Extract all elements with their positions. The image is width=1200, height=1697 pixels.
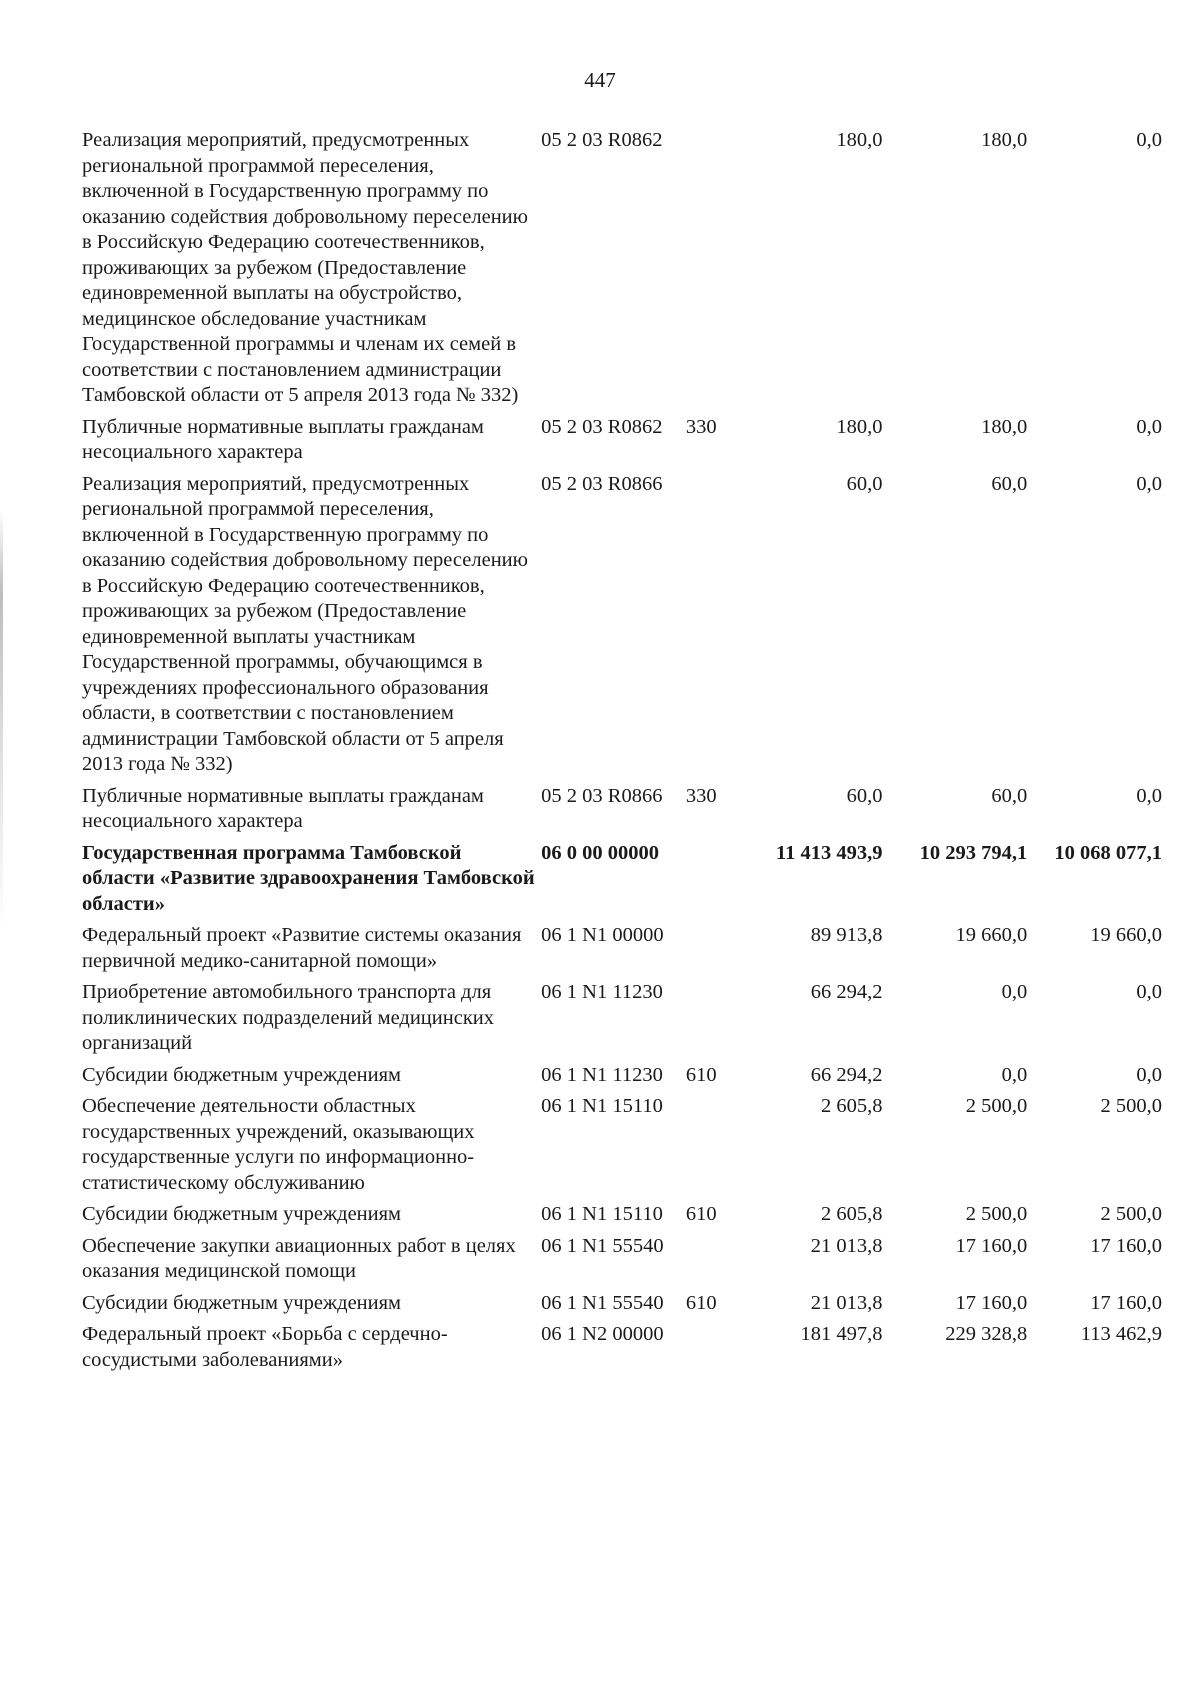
page-number: 447 bbox=[584, 68, 616, 92]
row-expense-type: 610 bbox=[685, 1063, 717, 1086]
table-row bbox=[82, 415, 1162, 466]
row-value-1: 2 605,8 bbox=[821, 1203, 883, 1225]
table-row bbox=[82, 1322, 1162, 1373]
row-description: Публичные нормативные выплаты гражданам несоциального характера bbox=[82, 784, 484, 832]
row-value-3: 113 462,9 bbox=[1080, 1323, 1163, 1345]
row-value-1: 89 913,8 bbox=[810, 924, 883, 946]
row-code: 06 1 N1 15110 bbox=[541, 1095, 663, 1117]
row-value-2: 17 160,0 bbox=[955, 1234, 1028, 1257]
row-code: 05 2 03 R0866 bbox=[541, 784, 663, 807]
row-code: 06 1 N1 11230 bbox=[541, 981, 663, 1003]
row-value-3: 0,0 bbox=[1136, 981, 1163, 1003]
row-code: 06 1 N1 11230 bbox=[541, 1063, 663, 1086]
row-value-1: 2 605,8 bbox=[821, 1095, 883, 1117]
row-value-3: 0,0 bbox=[1136, 784, 1163, 807]
row-description: Публичные нормативные выплаты гражданам несоциального характера bbox=[82, 415, 484, 463]
table-row-program-total bbox=[82, 841, 1162, 918]
row-code: 06 1 N1 00000 bbox=[541, 924, 664, 946]
row-value-3: 0,0 bbox=[1136, 472, 1163, 495]
row-description: Субсидии бюджетным учреждениям bbox=[82, 1291, 402, 1314]
row-description: Обеспечение деятельности областных государственных учреждений, оказывающих государственные услуги по информационно-статистическому обслуживанию bbox=[82, 1095, 475, 1194]
budget-table bbox=[82, 128, 1162, 1379]
row-value-3: 0,0 bbox=[1136, 1063, 1163, 1086]
row-value-1: 66 294,2 bbox=[810, 1063, 883, 1086]
row-value-1: 60,0 bbox=[846, 784, 883, 807]
row-value-2: 2 500,0 bbox=[965, 1095, 1028, 1117]
row-value-1: 180,0 bbox=[836, 415, 883, 438]
row-value-3: 2 500,0 bbox=[1100, 1203, 1163, 1225]
row-value-1: 60,0 bbox=[846, 472, 883, 495]
row-value-1: 66 294,2 bbox=[810, 981, 883, 1003]
row-value-1: 11 413 493,9 bbox=[776, 841, 883, 864]
row-value-3: 17 160,0 bbox=[1090, 1234, 1163, 1257]
row-code: 06 1 N1 15110 bbox=[541, 1203, 663, 1225]
table-row bbox=[82, 923, 1162, 974]
row-expense-type: 610 bbox=[685, 1291, 717, 1314]
row-value-2: 0,0 bbox=[1001, 981, 1028, 1003]
row-description: Приобретение автомобильного транспорта для поликлинических подразделений медицинских организаций bbox=[82, 981, 495, 1054]
row-value-3: 0,0 bbox=[1136, 415, 1163, 438]
row-value-2: 17 160,0 bbox=[955, 1291, 1028, 1314]
row-value-2: 60,0 bbox=[991, 784, 1028, 807]
row-value-3: 19 660,0 bbox=[1090, 924, 1163, 946]
table-row bbox=[82, 128, 1162, 409]
table-row bbox=[82, 1234, 1162, 1285]
table-row bbox=[82, 980, 1162, 1057]
row-description: Обеспечение закупки авиационных работ в целях оказания медицинской помощи bbox=[82, 1234, 516, 1282]
row-code: 06 1 N2 00000 bbox=[541, 1323, 664, 1345]
row-value-3: 10 068 077,1 bbox=[1054, 841, 1163, 864]
row-description: Субсидии бюджетным учреждениям bbox=[82, 1203, 402, 1225]
table-row bbox=[82, 784, 1162, 835]
row-value-3: 0,0 bbox=[1136, 129, 1163, 151]
row-expense-type: 330 bbox=[685, 784, 717, 807]
table-row bbox=[82, 1094, 1162, 1196]
row-value-1: 21 013,8 bbox=[810, 1291, 883, 1314]
table-row bbox=[82, 472, 1162, 778]
row-code: 05 2 03 R0866 bbox=[541, 472, 663, 495]
table-row bbox=[82, 1063, 1162, 1089]
row-description: Реализация мероприятий, предусмотренных региональной программой переселения, включенной в Государственную программу по оказанию содействия добровольному переселению в Российскую Федерацию соотечественников, проживающих за рубежом (Предоставление единовременной выплаты участникам Государственной программы, обучающимся в учреждениях профессионального образования области, в соответствии с постановлением администрации Тамбовской области от 5 апреля 2013 года № 332) bbox=[82, 472, 528, 775]
table-row bbox=[82, 1202, 1162, 1228]
row-description: Субсидии бюджетным учреждениям bbox=[82, 1063, 402, 1086]
row-code: 05 2 03 R0862 bbox=[541, 415, 663, 438]
row-expense-type: 330 bbox=[685, 415, 717, 438]
row-description: Федеральный проект «Развитие системы оказания первичной медико-санитарной помощи» bbox=[82, 924, 522, 972]
row-value-2: 10 293 794,1 bbox=[919, 841, 1028, 864]
row-value-1: 21 013,8 bbox=[810, 1234, 883, 1257]
row-code: 05 2 03 R0862 bbox=[541, 129, 663, 151]
row-value-2: 180,0 bbox=[981, 415, 1028, 438]
row-code: 06 1 N1 55540 bbox=[541, 1291, 664, 1314]
row-description: Федеральный проект «Борьба с сердечно-сосудистыми заболеваниями» bbox=[82, 1323, 448, 1371]
row-value-2: 180,0 bbox=[981, 129, 1028, 151]
row-value-2: 60,0 bbox=[991, 472, 1028, 495]
row-value-2: 2 500,0 bbox=[965, 1203, 1028, 1225]
row-value-2: 0,0 bbox=[1001, 1063, 1028, 1086]
row-value-3: 17 160,0 bbox=[1090, 1291, 1163, 1314]
row-value-1: 181 497,8 bbox=[800, 1323, 883, 1345]
row-expense-type: 610 bbox=[685, 1203, 717, 1225]
row-value-1: 180,0 bbox=[836, 129, 883, 151]
row-description: Государственная программа Тамбовской области «Развитие здравоохранения Тамбовской области» bbox=[82, 841, 535, 915]
row-value-2: 19 660,0 bbox=[955, 924, 1028, 946]
table-row bbox=[82, 1291, 1162, 1317]
row-value-3: 2 500,0 bbox=[1100, 1095, 1163, 1117]
row-code: 06 0 00 00000 bbox=[541, 841, 660, 864]
row-description: Реализация мероприятий, предусмотренных региональной программой переселения, включенной в Государственную программу по оказанию содействия добровольному переселению в Российскую Федерацию соотечественников, проживающих за рубежом (Предоставление единовременной выплаты на обустройство, медицинское обследование участникам Государственной программы и членам их семей в соответствии с постановлением администрации Тамбовской области от 5 апреля 2013 года № 332) bbox=[82, 129, 528, 406]
row-value-2: 229 328,8 bbox=[945, 1323, 1028, 1345]
row-code: 06 1 N1 55540 bbox=[541, 1234, 664, 1257]
scan-edge bbox=[0, 0, 3, 1697]
